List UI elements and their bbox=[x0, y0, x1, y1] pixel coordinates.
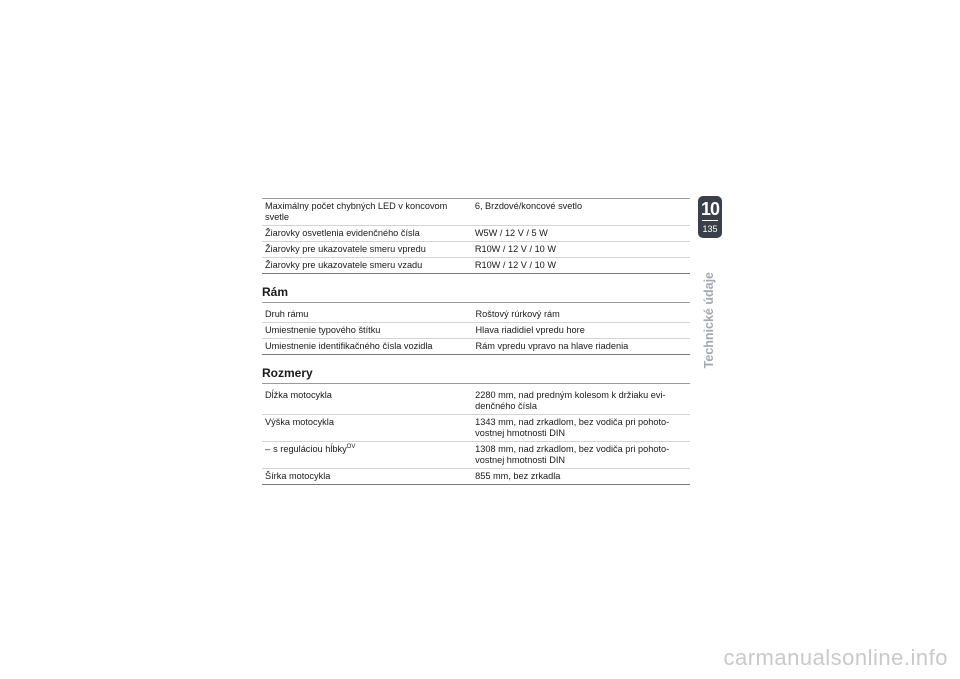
chapter-number: 10 bbox=[700, 199, 720, 219]
watermark: carmanualsonline.info bbox=[723, 645, 948, 670]
table-row bbox=[262, 442, 690, 469]
row-value: Rám vpredu vpravo na hlave riadenia bbox=[473, 339, 690, 355]
table-row bbox=[262, 242, 690, 258]
table-row bbox=[262, 226, 690, 242]
row-value: 1308 mm, nad zrkadlom, bez vodiča pri pohoto-vostnej hmotnosti DIN bbox=[472, 442, 690, 469]
table-row bbox=[262, 307, 690, 323]
row-value: 855 mm, bez zrkadla bbox=[472, 469, 690, 485]
row-label: Druh rámu bbox=[262, 307, 473, 323]
row-label: Dĺžka motocykla bbox=[262, 388, 472, 415]
row-label: Žiarovky pre ukazovatele smeru vpredu bbox=[262, 242, 472, 258]
side-chapter-title-text: Technické údaje bbox=[702, 272, 716, 369]
row-value: W5W / 12 V / 5 W bbox=[472, 226, 690, 242]
spec-content bbox=[262, 198, 690, 485]
table-row bbox=[262, 339, 690, 355]
section-title-dimensions: Rozmery bbox=[262, 366, 690, 384]
lights-table bbox=[262, 198, 690, 274]
row-label: Výška motocykla bbox=[262, 415, 472, 442]
table-row bbox=[262, 258, 690, 274]
table-row bbox=[262, 323, 690, 339]
side-chapter-title bbox=[700, 272, 720, 372]
row-label: Žiarovky pre ukazovatele smeru vzadu bbox=[262, 258, 472, 274]
dash-marker: – bbox=[265, 444, 271, 454]
row-label: Maximálny počet chybných LED v koncovom svetle bbox=[262, 199, 472, 226]
row-label: s reguláciou hĺbky bbox=[273, 444, 347, 454]
row-value: 2280 mm, nad predným kolesom k držiaku evi-denčného čísla bbox=[472, 388, 690, 415]
row-label: Žiarovky osvetlenia evidenčného čísla bbox=[262, 226, 472, 242]
section-title-frame: Rám bbox=[262, 285, 690, 303]
row-label: Umiestnenie identifikačného čísla vozidla bbox=[262, 339, 473, 355]
row-value: R10W / 12 V / 10 W bbox=[472, 242, 690, 258]
row-value: R10W / 12 V / 10 W bbox=[472, 258, 690, 274]
row-value: 6, Brzdové/koncové svetlo bbox=[472, 199, 690, 226]
dimensions-table bbox=[262, 388, 690, 485]
table-row bbox=[262, 388, 690, 415]
table-row bbox=[262, 199, 690, 226]
chapter-tab bbox=[698, 196, 722, 238]
chapter-divider bbox=[702, 220, 718, 221]
page-number: 135 bbox=[702, 224, 718, 234]
option-superscript: OV bbox=[346, 443, 356, 450]
row-value: Roštový rúrkový rám bbox=[473, 307, 690, 323]
table-row bbox=[262, 415, 690, 442]
table-row bbox=[262, 469, 690, 485]
row-label: Šírka motocykla bbox=[262, 469, 472, 485]
row-label-cell bbox=[262, 442, 472, 469]
row-value: 1343 mm, nad zrkadlom, bez vodiča pri pohoto-vostnej hmotnosti DIN bbox=[472, 415, 690, 442]
frame-table bbox=[262, 307, 690, 355]
row-label: Umiestnenie typového štítku bbox=[262, 323, 473, 339]
row-value: Hlava riadidiel vpredu hore bbox=[473, 323, 690, 339]
